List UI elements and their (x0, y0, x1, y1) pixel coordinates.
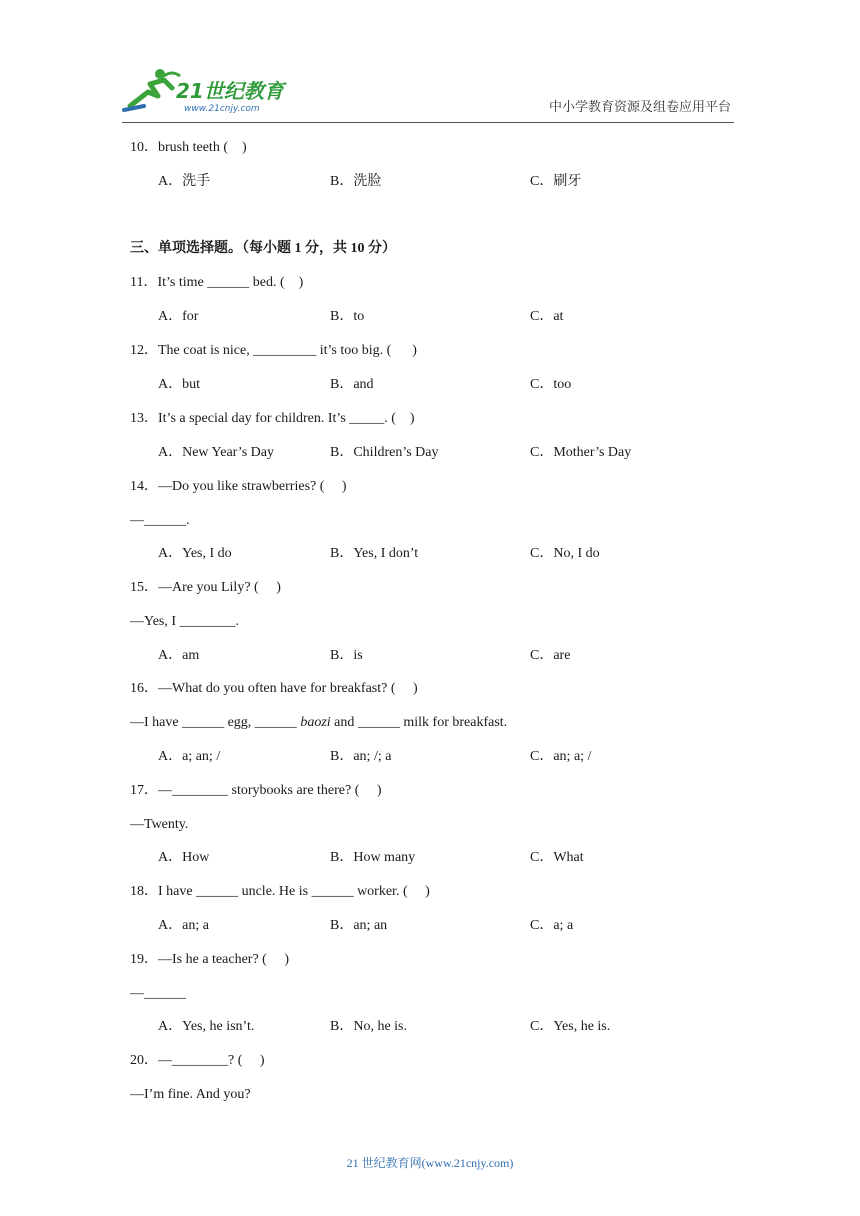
question-11-stem: 11．It’s time ______ bed. ( ) (130, 275, 304, 290)
question-17-response: —Twenty. (130, 817, 189, 832)
q13-option-c: C．Mother’s Day (530, 445, 632, 460)
q18-option-b: B．an; an (330, 918, 388, 933)
question-12-stem: 12．The coat is nice, _________ it’s too big. ( ) (130, 343, 417, 358)
q16-option-c: C．an; a; / (530, 749, 592, 764)
q19-option-c: C．Yes, he is. (530, 1019, 611, 1034)
header-divider (122, 122, 734, 123)
q11-option-b: B．to (330, 309, 365, 324)
question-15-stem: 15．—Are you Lily? ( ) (130, 580, 281, 595)
q12-option-b: B．and (330, 377, 374, 392)
q19-option-a: A．Yes, he isn’t. (158, 1019, 255, 1034)
q14-option-a: A．Yes, I do (158, 546, 232, 561)
q12-option-c: C．too (530, 377, 572, 392)
q18-option-c: C．a; a (530, 918, 574, 933)
q16-option-b: B．an; /; a (330, 749, 392, 764)
q17-option-c: C．What (530, 850, 584, 865)
q10-option-b: B．洗脸 (330, 174, 382, 189)
q17-option-b: B．How many (330, 850, 416, 865)
q13-option-a: A．New Year’s Day (158, 445, 275, 460)
q16-response-part1: —I have ______ egg, ______ (130, 715, 301, 730)
q14-option-b: B．Yes, I don’t (330, 546, 419, 561)
brand-logo (120, 66, 290, 116)
logo-url-text: www.21cnjy.com (184, 104, 260, 114)
question-14-stem: 14．—Do you like strawberries? ( ) (130, 479, 347, 494)
q15-option-c: C．are (530, 648, 571, 663)
q15-option-a: A．am (158, 648, 200, 663)
q18-option-a: A．an; a (158, 918, 209, 933)
question-10-stem: 10．brush teeth ( ) (130, 140, 247, 155)
question-13-stem: 13．It’s a special day for children. It’s _____. ( ) (130, 411, 415, 426)
section-3-heading: 三、单项选择题。（每小题 1 分，共 10 分） (130, 241, 396, 256)
question-20-stem: 20．—________? ( ) (130, 1053, 265, 1068)
page-footer: 21 世纪教育网(www.21cnjy.com) (346, 1156, 514, 1170)
q10-option-c: C．刷牙 (530, 174, 582, 189)
question-19-stem: 19．—Is he a teacher? ( ) (130, 952, 289, 967)
q19-option-b: B．No, he is. (330, 1019, 407, 1034)
question-15-response: —Yes, I ________. (130, 614, 240, 629)
question-19-response: —______ (130, 986, 186, 1001)
question-17-stem: 17．—________ storybooks are there? ( ) (130, 783, 382, 798)
question-20-response: —I’m fine. And you? (130, 1087, 251, 1102)
q14-option-c: C．No, I do (530, 546, 600, 561)
question-16-stem: 16．—What do you often have for breakfast? ( ) (130, 681, 418, 696)
q16-response-part2: and ______ milk for breakfast. (330, 715, 508, 730)
q12-option-a: A．but (158, 377, 200, 392)
question-18-stem: 18．I have ______ uncle. He is ______ worker. ( ) (130, 884, 430, 899)
q16-option-a: A．a; an; / (158, 749, 221, 764)
q17-option-a: A．How (158, 850, 210, 865)
q13-option-b: B．Children’s Day (330, 445, 439, 460)
q11-option-c: C．at (530, 309, 564, 324)
q15-option-b: B．is (330, 648, 363, 663)
q11-option-a: A．for (158, 309, 199, 324)
q10-option-a: A．洗手 (158, 174, 211, 189)
q16-response-italic: baozi (300, 715, 331, 730)
logo-main-text: 21世纪教育 (176, 79, 284, 103)
header-right-text: 中小学教育资源及组卷应用平台 (549, 99, 732, 114)
question-16-response (130, 714, 507, 732)
question-14-response: —______. (130, 513, 190, 528)
